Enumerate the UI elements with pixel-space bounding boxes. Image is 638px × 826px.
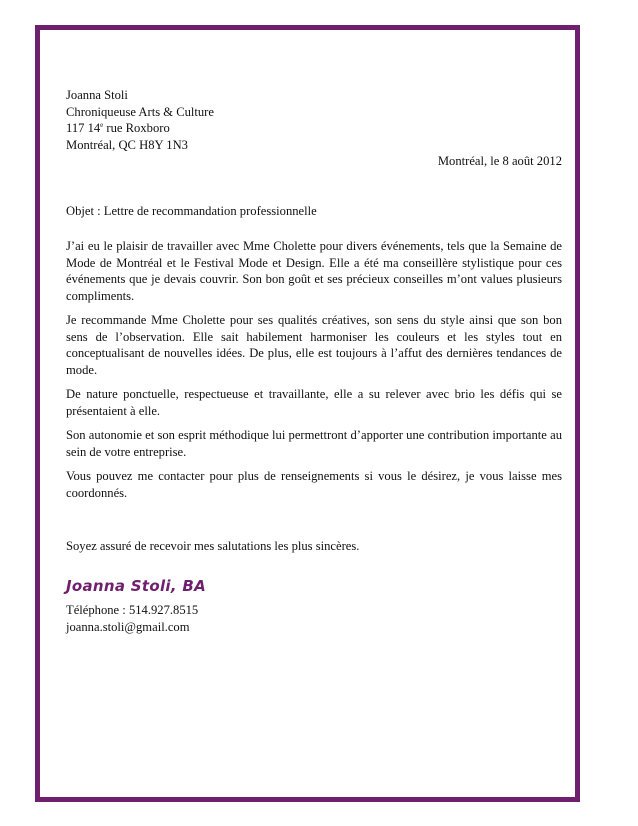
letter-body	[66, 238, 562, 509]
letter-closing: Soyez assuré de recevoir mes salutations les plus sincères.	[66, 539, 360, 553]
sender-address	[66, 120, 562, 137]
address-number: 117 14	[66, 121, 101, 135]
address-superscript: e	[100, 120, 104, 129]
sender-name: Joanna Stoli	[66, 88, 128, 102]
body-paragraph-1: J’ai eu le plaisir de travailler avec Mme Cholette pour divers événements, tels que la Semaine de Mode de Montréal et le Festival Mode et Design. Elle a été ma conseillère stylistique pour ces événements que je devais couvrir. Son bon goût et ses précieux conseilles m’ont values plusieurs compliments.	[66, 239, 562, 303]
address-street: rue Roxboro	[103, 121, 170, 135]
sender-block	[66, 87, 562, 153]
contact-phone: Téléphone : 514.927.8515	[66, 603, 199, 617]
body-paragraph-5: Vous pouvez me contacter pour plus de renseignements si vous le désirez, je vous laisse mes coordonnés.	[66, 469, 562, 500]
body-paragraph-2: Je recommande Mme Cholette pour ses qualités créatives, son sens du style ainsi que son bon sens de l’observation. Elle sait habilement harmoniser les couleurs et les styles tout en conceptualisant de nouvelles idées. De plus, elle est toujours à l’affut des dernières tendances de mode.	[66, 313, 562, 377]
contact-email: joanna.stoli@gmail.com	[66, 619, 190, 634]
sender-city: Montréal, QC H8Y 1N3	[66, 137, 188, 152]
sender-title: Chroniqueuse Arts & Culture	[66, 104, 214, 119]
contact-block	[66, 602, 562, 635]
signature: Joanna Stoli, BA	[66, 577, 207, 595]
letter-date: Montréal, le 8 août 2012	[437, 154, 562, 168]
letter-subject: Objet : Lettre de recommandation professionnelle	[66, 204, 317, 218]
body-paragraph-3: De nature ponctuelle, respectueuse et travaillante, elle a su relever avec brio les défis qui se présentaient à elle.	[66, 387, 562, 418]
body-paragraph-4: Son autonomie et son esprit méthodique lui permettront d’apporter une contribution importante au sein de votre entreprise.	[66, 428, 562, 459]
